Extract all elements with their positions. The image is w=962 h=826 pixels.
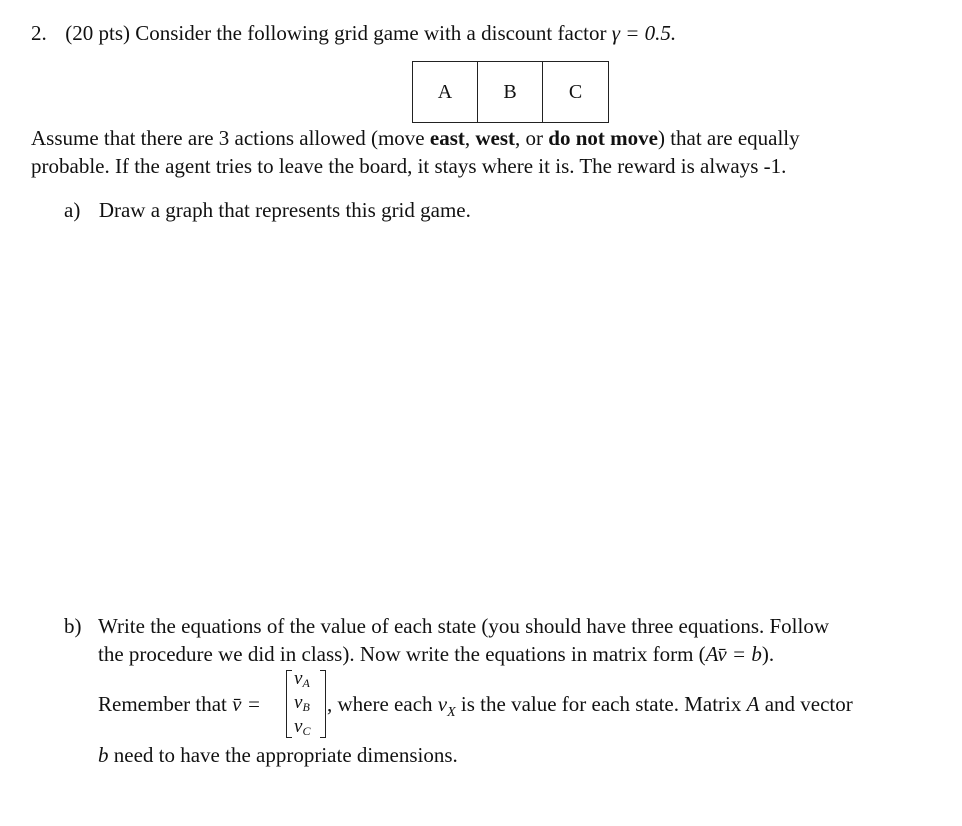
bracket-left: [286, 670, 292, 738]
part-b-line-1: Write the equations of the value of each state (you should have three equations. Follow: [98, 614, 830, 638]
vector-entry-c: $v_C$: [294, 716, 311, 738]
action-west: west: [475, 126, 516, 150]
vector-b-symbol: b: [98, 743, 109, 767]
part-b-line-2-text: the procedure we did in class). Now write the equations in matrix form (: [98, 642, 706, 666]
dimensions-line: [98, 741, 458, 769]
remember-label: Remember that: [98, 692, 227, 716]
value-vector: [286, 668, 326, 740]
vector-entry-b: $v_B$: [294, 692, 310, 714]
part-b-label: b): [64, 614, 82, 638]
bracket-right: [320, 670, 326, 738]
gamma-value: γ = 0.5.: [611, 21, 677, 45]
part-b-line-2-end: ).: [761, 642, 775, 666]
assumption-text-end: ) that are equally: [657, 126, 800, 150]
action-do-not-move: do not move: [548, 126, 658, 150]
part-a-text: Draw a graph that represents this grid game.: [98, 198, 471, 222]
remember-text: [98, 690, 261, 718]
vx-subscript: X: [447, 705, 456, 721]
where-text: [327, 690, 853, 727]
vector-entry-a: $v_A$: [294, 668, 310, 690]
grid-cell-a: A: [413, 62, 478, 122]
part-b-line-2: [98, 640, 774, 668]
question-points: (20 pts): [65, 21, 130, 45]
where-each: , where each: [327, 692, 433, 716]
question-header: [31, 19, 676, 47]
grid-cell-b: B: [478, 62, 543, 122]
comma: ,: [464, 126, 471, 150]
assumption-line-1: [31, 124, 800, 152]
question-number: 2.: [31, 21, 47, 45]
where-post: is the value for each state. Matrix: [460, 692, 742, 716]
part-a-label: a): [64, 198, 81, 222]
grid-game-board: [412, 61, 609, 123]
assumption-line-2: probable. If the agent tries to leave the board, it stays where it is. The reward is always -1.: [31, 154, 787, 178]
matrix-a-symbol: A: [746, 692, 760, 716]
grid-cell-c: C: [568, 80, 583, 103]
vx-symbol: v: [437, 692, 448, 716]
action-east: east: [429, 126, 465, 150]
matrix-equation: Av̄ = b: [705, 642, 762, 666]
question-intro: Consider the following grid game with a discount factor: [135, 21, 607, 45]
assumption-text-start: Assume that there are 3 actions allowed (move: [31, 126, 425, 150]
dimensions-text: need to have the appropriate dimensions.: [113, 743, 458, 767]
part-a: [64, 196, 471, 224]
or-text: , or: [515, 126, 544, 150]
and-vector: and vector: [764, 692, 853, 716]
vbar-equals: v̄ =: [232, 692, 261, 716]
